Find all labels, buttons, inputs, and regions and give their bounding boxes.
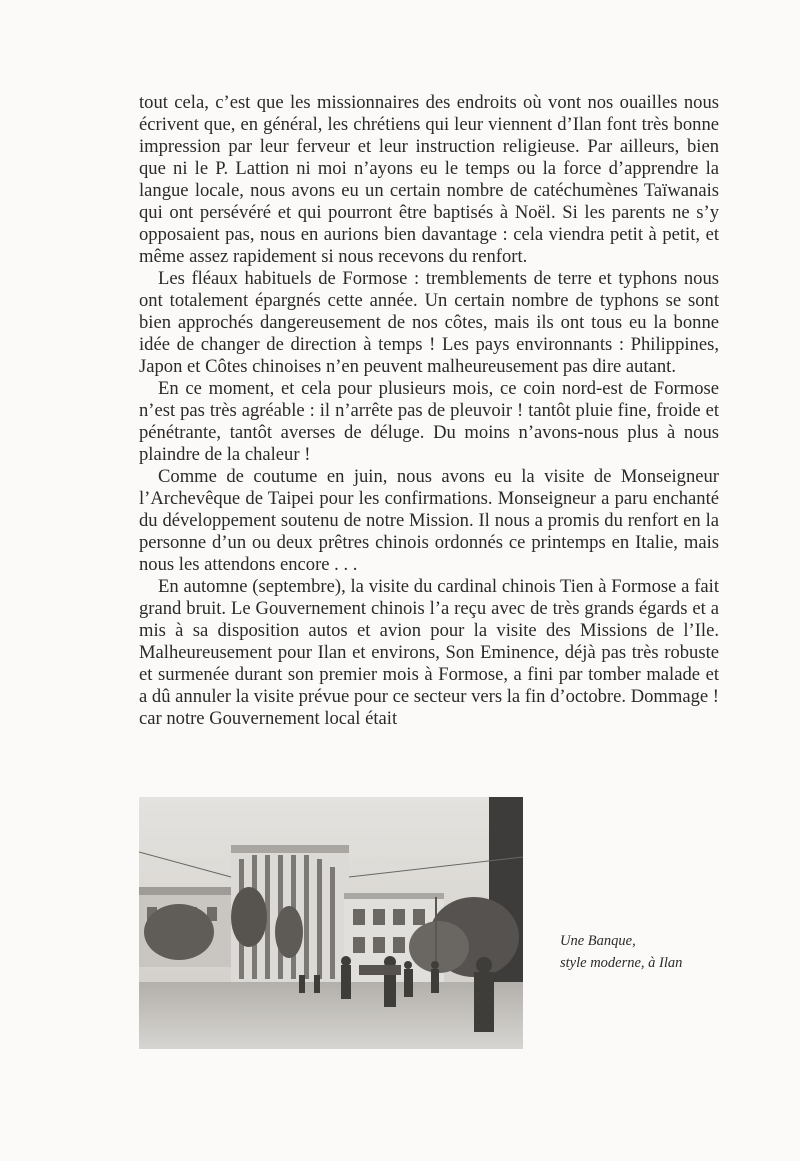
body-text — [139, 92, 719, 730]
caption-line-2: style moderne, à Ilan — [560, 955, 683, 971]
paragraph-4: Comme de coutume en juin, nous avons eu la visite de Monseigneur l’Archevêque de Taipei pour les confirmations. Monseigneur a paru enchanté du développement soutenu de notre Mission. Il nous a promis du renfort en la personne d’un ou deux prêtres chinois ordonnés ce printemps en Italie, mais nous les attendons encore . . . — [139, 466, 719, 575]
paragraph-1: tout cela, c’est que les missionnaires des endroits où vont nos ouailles nous écrivent que, en général, les chrétiens qui leur viennent d’Ilan font très bonne impression par leur ferveur et leur instruction religieuse. Par ailleurs, bien que ni le P. Lattion ni moi n’ayons eu le temps ou la force d’apprendre la langue locale, nous avons eu un certain nombre de catéchumènes Taïwanais qui ont persévéré et qui pourront être baptisés à Noël. Si les parents ne s’y opposaient pas, nous en aurions bien davantage : cela viendra petit à petit, et même assez rapidement si nous recevons du renfort. — [139, 92, 719, 267]
photo-caption — [560, 930, 760, 974]
bank-photograph-image — [139, 797, 523, 1049]
paragraph-2: Les fléaux habituels de Formose : tremblements de terre et typhons nous ont totalement épargnés cette année. Un certain nombre de typhons se sont bien approchés dangereusement de nos côtes, mais ils ont tous eu la bonne idée de changer de direction à temps ! Les pays environnants : Philippines, Japon et Côtes chinoises n’en peuvent malheureusement pas dire autant. — [139, 268, 719, 377]
paragraph-5: En automne (septembre), la visite du cardinal chinois Tien à Formose a fait grand bruit. Le Gouvernement chinois l’a reçu avec de très grands égards et a mis à sa disposition autos et avion pour la visite des Missions de l’Ile. Malheureusement pour Ilan et environs, Son Eminence, déjà pas très robuste et surmenée durant son premier mois à Formose, a fini par tomber malade et a dû annuler la visite prévue pour ce secteur vers la fin d’octobre. Dommage ! car notre Gouvernement local était — [139, 576, 719, 729]
bank-photograph — [139, 797, 523, 1049]
paragraph-3: En ce moment, et cela pour plusieurs mois, ce coin nord-est de Formose n’est pas très agréable : il n’arrête pas de pleuvoir ! tantôt pluie fine, froide et pénétrante, tantôt averses de déluge. Du moins n’avons-nous plus à nous plaindre de la chaleur ! — [139, 378, 719, 465]
caption-line-1: Une Banque, — [560, 933, 636, 949]
